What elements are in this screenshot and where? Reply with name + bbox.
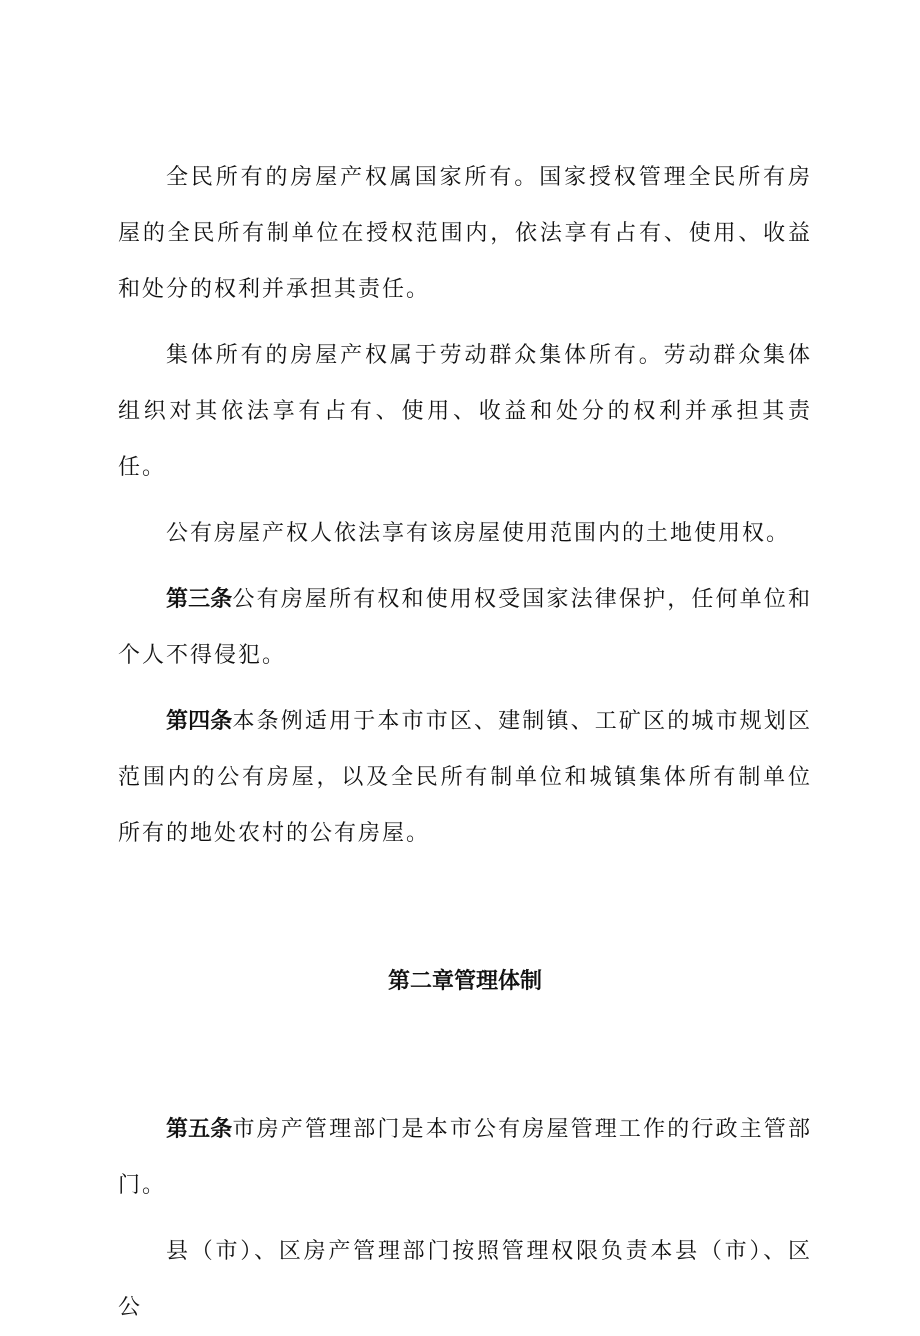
paragraph-county-district: 县（市）、区房产管理部门按照管理权限负责本县（市）、区公 bbox=[118, 1239, 812, 1320]
article-4-label: 第四条 bbox=[166, 709, 233, 734]
paragraph-land-use-right: 公有房屋产权人依法享有该房屋使用范围内的土地使用权。 bbox=[166, 521, 791, 546]
article-5 bbox=[118, 1102, 812, 1214]
article-3 bbox=[118, 572, 812, 684]
paragraph-state-ownership: 全民所有的房屋产权属国家所有。国家授权管理全民所有房屋的全民所有制单位在授权范围内，依法享有占有、使用、收益和处分的权利并承担其责任。 bbox=[118, 165, 812, 302]
article-3-label: 第三条 bbox=[166, 587, 233, 612]
chapter-2-title: 第二章管理体制 bbox=[387, 969, 542, 994]
article-3-text: 公有房屋所有权和使用权受国家法律保护，任何单位和个人不得侵犯。 bbox=[118, 587, 812, 668]
article-5-text: 市房产管理部门是本市公有房屋管理工作的行政主管部门。 bbox=[118, 1117, 812, 1198]
article-4 bbox=[118, 694, 812, 862]
paragraph-collective-ownership: 集体所有的房屋产权属于劳动群众集体所有。劳动群众集体组织对其依法享有占有、使用、收益和处分的权利并承担其责任。 bbox=[118, 343, 812, 480]
chapter-heading-block bbox=[118, 954, 812, 1010]
document-body bbox=[118, 150, 812, 1336]
article-4-text: 本条例适用于本市市区、建制镇、工矿区的城市规划区范围内的公有房屋，以及全民所有制单位和城镇集体所有制单位所有的地处农村的公有房屋。 bbox=[118, 709, 812, 846]
article-5-label: 第五条 bbox=[166, 1117, 233, 1142]
